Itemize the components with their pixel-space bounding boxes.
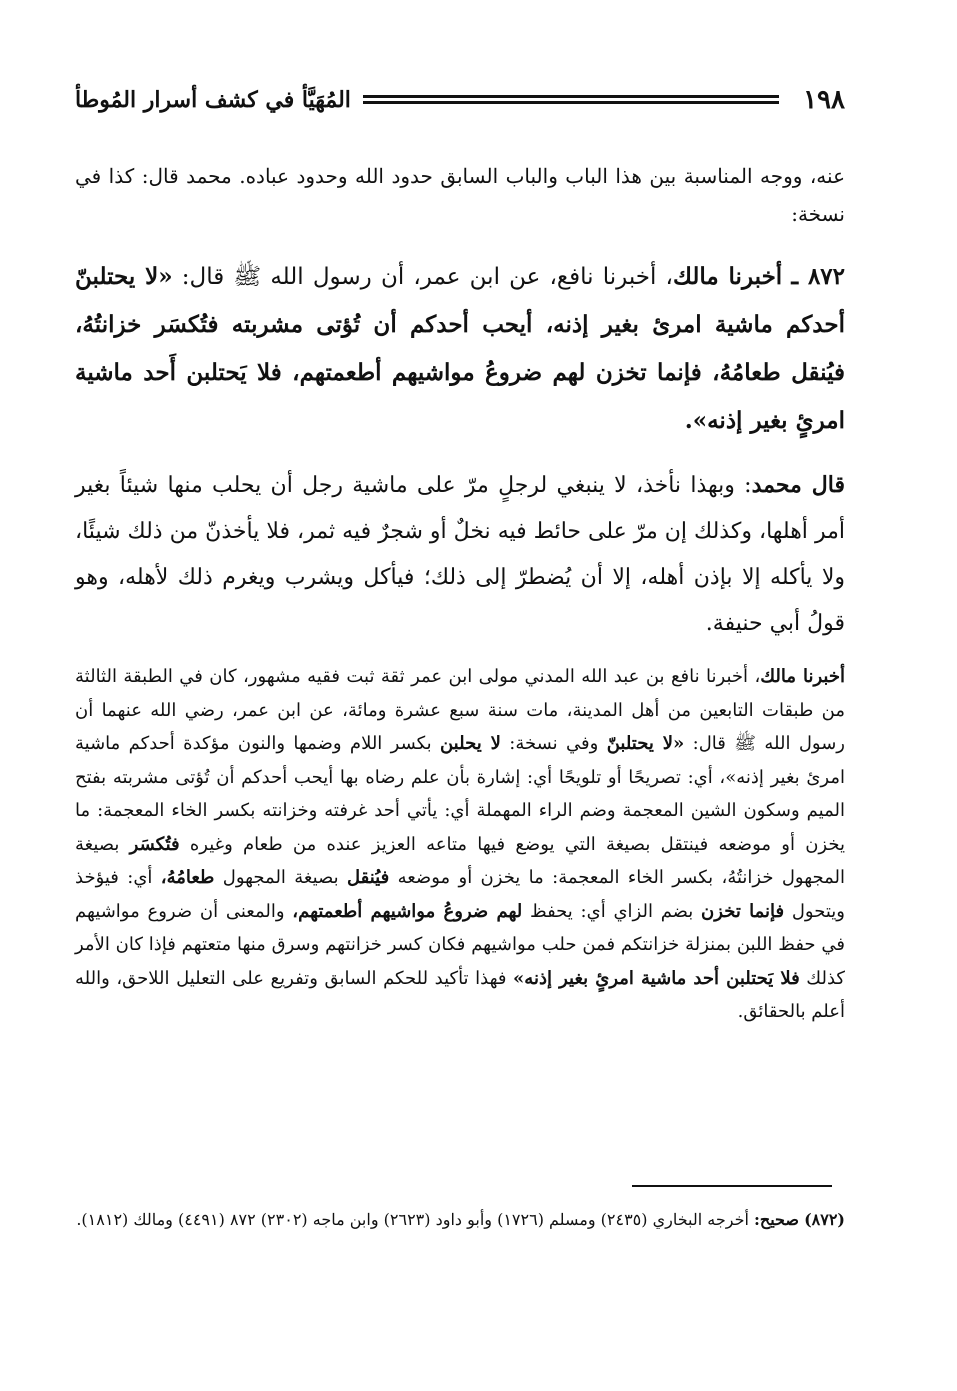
commentary-text: بضم الزاي أي: يحفظ [522,900,702,922]
commentary-quote: فإنما تخزن [701,900,785,922]
book-title: المُهَيَّأ في كشف أسرار المُوطأ [75,87,351,113]
page-number: ١٩٨ [803,85,845,115]
footnote [75,1205,845,1235]
commentary-quote: طعامُهُ، [160,867,215,888]
hadith-text: «لا يحتلبنّ أحدكم ماشية امرئ بغير إذنه، أيحب أحدكم أن تُؤتى مشربته فتُكسَر خزانتُهُ، فيُنقل طعامُهُ، فإنما تخزن لهم ضروعُ مواشيهم أطعمتهم، فلا يَحتلبن أَحد ماشية امرئٍ بغير إذنه». [75,263,845,434]
footnote-ref: (٨٧٢) [804,1210,845,1229]
muhammad-text: : وبهذا نأخذ، لا ينبغي لرجلٍ مرّ على ماشية رجل أن يحلب منها شيئاً بغير أمر أهلها، وكذلك إن مرّ على حائط فيه نخلٌ أو شجرٌ فيه ثمر، فلا يأخذنّ من ذلك شيئًا، ولا يأكله إلا بإذن أهله، إلا أن يُضطرّ إلى ذلك؛ فيأكل ويشرب ويغرم ذلك لأهله، وهو قولُ أبي حنيفة. [75,473,845,636]
commentary-text: بكسر اللام وضمها والنون مؤكدة أحدكم ماشية امرئ بغير إذنه»، أي: تصريحًا أو تلويحًا أي: إشارة بأن علم رضاه بها أيحب أحدكم أن تُؤتى مشربته بفتح الميم وسكون الشين المعجمة وضم الراء المهملة أي: يأتي أحد غرفته وخزانته بكسر الخاء المعجمة: ما يخزن أو موضعه فينتقل بصيغة التي يوضع فيها متاعه العزيز عنده من طعام وغيره [75,733,845,855]
commentary-quote: «لا يحتلبنّ [606,733,685,754]
commentary-quote: فتُكسَر [129,833,180,855]
commentary-text: وفي نسخة: [500,733,607,754]
hadith-narrator: أخبرنا مالك [672,263,783,290]
footnote-divider [632,1185,832,1187]
commentary-text: والمعنى أن ضروع مواشيهم في حفظ اللبن بمنزلة خزانتكم فمن حلب مواشيهم فكان كسر خزانتهم وسرق منها متعتهم فإذا كان الأمر كذلك [75,900,845,989]
commentary-label: أخبرنا مالك [760,666,845,687]
commentary-quote: فلا يَحتلبن أحد ماشية امرئٍ بغير إذنه» [513,967,800,989]
commentary-text: بصيغة المجهول [214,867,348,888]
commentary-text: بصيغة المجهول خزانتُهُ، بكسر الخاء المعجمة: ما يخزن أو موضعه [75,833,846,888]
muhammad-paragraph [75,462,845,647]
commentary-text: فهذا تأكيد للحكم السابق وتفريع على التعليل اللاحق، والله أعلم بالحقائق. [75,967,845,1022]
commentary-quote: فيُنقل [347,867,390,888]
commentary-quote: لا يحلبن [439,733,501,754]
footnote-grade: صحيح: [753,1210,799,1229]
commentary-text: أي: فيؤخذ ويتحول [75,867,845,922]
commentary-quote: لهم ضروعُ مواشيهم أطعمتهم، [292,900,523,922]
hadith-paragraph [75,253,845,445]
commentary-text: ، أخبرنا نافع بن عبد الله المدني مولى ابن عمر ثقة ثبت فقيه مشهور، كان في الطبقة الثالثة من طبقات التابعين من أهل المدينة، مات سنة سبع عشرة ومائة، عن ابن عمر، رضي الله عنهما أن رسول الله ﷺ قال: [75,666,845,754]
hadith-chain: ، أخبرنا نافع، عن ابن عمر، أن رسول الله ﷺ قال: [181,264,673,290]
header-double-rule [363,94,779,106]
header-rule-line [363,101,779,104]
page-header [75,80,845,120]
intro-paragraph: عنه، ووجه المناسبة بين هذا الباب والباب السابق حدود الله وحدود عباده. محمد قال: كذا في نسخة: [75,164,845,226]
header-rule-line [363,95,779,98]
commentary-paragraph [75,660,845,1029]
muhammad-label: قال محمد [751,472,845,498]
hadith-number: ٨٧٢ ـ [791,263,845,290]
footnote-text: أخرجه البخاري (٢٤٣٥) ومسلم (١٧٢٦) وأبو داود (٢٦٢٣) وابن ماجه (٢٣٠٢) ٨٧٢ (٤٤٩١) ومالك (١٨١٢). [76,1210,754,1229]
